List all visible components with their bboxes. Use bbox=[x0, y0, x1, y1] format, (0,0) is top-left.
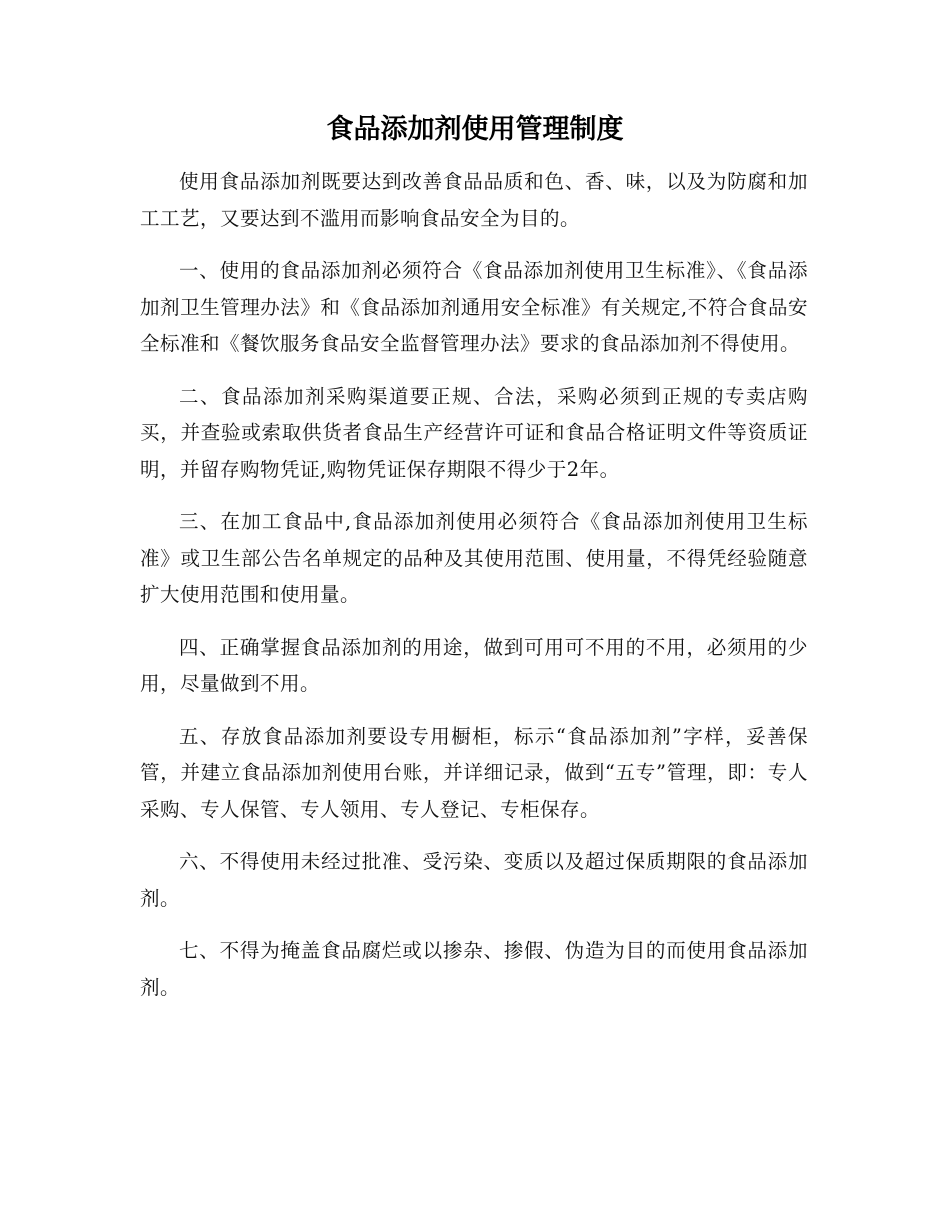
intro-paragraph: 使用食品添加剂既要达到改善食品品质和色、香、味，以及为防腐和加工工艺，又要达到不滥用而影响食品安全为目的。 bbox=[140, 170, 808, 230]
document-body bbox=[140, 164, 808, 1022]
rule-paragraph-2: 二、食品添加剂采购渠道要正规、合法，采购必须到正规的专卖店购买，并查验或索取供货者食品生产经营许可证和食品合格证明文件等资质证明，并留存购物凭证,购物凭证保存期限不得少于2年。 bbox=[140, 384, 808, 481]
rule-paragraph-5: 五、存放食品添加剂要设专用橱柜，标示“食品添加剂”字样，妥善保管，并建立食品添加剂使用台账，并详细记录，做到“五专”管理，即：专人采购、专人保管、专人领用、专人登记、专柜保存。 bbox=[140, 724, 808, 821]
document-title: 食品添加剂使用管理制度 bbox=[326, 114, 624, 145]
rule-paragraph-7: 七、不得为掩盖食品腐烂或以掺杂、掺假、伪造为目的而使用食品添加剂。 bbox=[140, 939, 808, 999]
rule-paragraph-3: 三、在加工食品中,食品添加剂使用必须符合《食品添加剂使用卫生标准》或卫生部公告名单规定的品种及其使用范围、使用量，不得凭经验随意扩大使用范围和使用量。 bbox=[140, 510, 808, 606]
rule-paragraph-6: 六、不得使用未经过批准、受污染、变质以及超过保质期限的食品添加剂。 bbox=[140, 850, 808, 910]
rule-paragraph-4: 四、正确掌握食品添加剂的用途，做到可用可不用的不用，必须用的少用，尽量做到不用。 bbox=[140, 635, 808, 695]
rule-paragraph-1: 一、使用的食品添加剂必须符合《食品添加剂使用卫生标准》、《食品添加剂卫生管理办法》和《食品添加剂通用安全标准》有关规定,不符合食品安全标准和《餐饮服务食品安全监督管理办法》要求的食品添加剂不得使用。 bbox=[140, 259, 808, 355]
